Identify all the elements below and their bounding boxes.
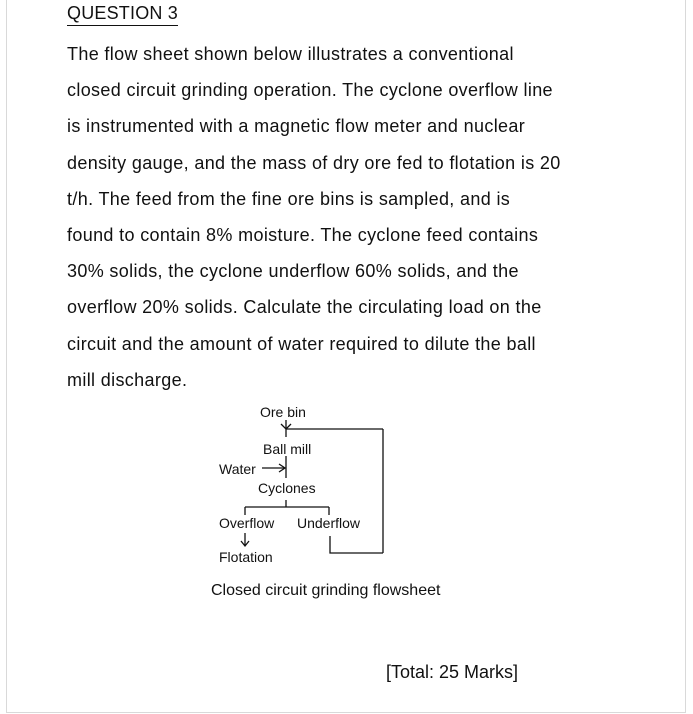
- flotation-label: Flotation: [219, 549, 273, 565]
- figure-caption: Closed circuit grinding flowsheet: [211, 582, 441, 599]
- question-line: The flow sheet shown below illustrates a conventional: [67, 44, 514, 64]
- question-line: circuit and the amount of water required to dilute the ball: [67, 333, 536, 354]
- ore-bin-label: Ore bin: [260, 404, 306, 420]
- overflow-label: Overflow: [219, 515, 275, 531]
- underflow-return-line: [330, 536, 383, 553]
- water-label: Water: [219, 461, 256, 477]
- question-line: is instrumented with a magnetic flow meter and nuclear: [67, 116, 526, 137]
- question-line: found to contain 8% moisture. The cyclone feed contains: [67, 225, 539, 246]
- question-line: 30% solids, the cyclone underflow 60% solids, and the: [67, 261, 519, 282]
- ball-mill-label: Ball mill: [263, 441, 312, 457]
- question-line: closed circuit grinding operation. The cyclone overflow line: [67, 80, 553, 101]
- cyclones-label: Cyclones: [258, 480, 316, 496]
- underflow-label: Underflow: [297, 515, 361, 531]
- question-line: density gauge, and the mass of dry ore fed to flotation is 20: [67, 152, 561, 173]
- question-line: overflow 20% solids. Calculate the circulating load on the: [67, 297, 542, 318]
- question-line: t/h. The feed from the fine ore bins is sampled, and is: [67, 188, 511, 209]
- total-marks: [Total: 25 Marks]: [386, 662, 519, 682]
- question-title: QUESTION 3: [67, 3, 178, 26]
- question-line: mill discharge.: [67, 369, 188, 390]
